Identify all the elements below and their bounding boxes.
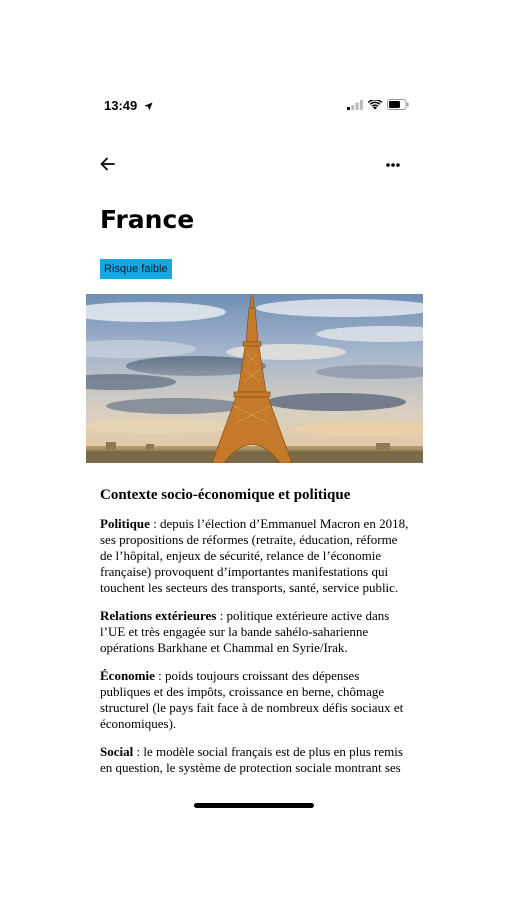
location-arrow-icon xyxy=(144,99,153,114)
battery-icon xyxy=(387,97,409,115)
cellular-signal-icon xyxy=(347,97,363,115)
risk-badge: Risque faible xyxy=(100,259,172,279)
more-horizontal-icon xyxy=(382,161,404,178)
section-title: Contexte socio-économique et politique xyxy=(100,487,351,503)
home-indicator[interactable] xyxy=(194,803,314,808)
hero-image xyxy=(86,294,423,463)
status-bar xyxy=(0,92,507,120)
nav-bar xyxy=(0,148,507,184)
more-options-button[interactable] xyxy=(382,156,404,174)
arrow-left-icon xyxy=(98,161,118,178)
content-area xyxy=(100,486,410,800)
paragraph-economie xyxy=(100,668,410,732)
paragraph-politique xyxy=(100,516,410,596)
paragraph-text: : le modèle social français est de plus en plus remis en question, le système de protection sociale montrant ses xyxy=(100,744,403,775)
page-title: France xyxy=(100,205,195,234)
paragraph-label: Politique xyxy=(100,516,150,531)
status-time xyxy=(104,98,153,114)
status-icons xyxy=(347,97,409,115)
paragraph-social xyxy=(100,744,410,776)
paragraph-label: Économie xyxy=(100,668,155,683)
paragraph-label: Social xyxy=(100,744,134,759)
paragraph-text: : politique extérieure active dans l’UE et très engagée sur la bande sahélo-saharienne opérations Barkhane et Chammal en Syrie/Irak. xyxy=(100,608,390,655)
paragraph-label: Relations extérieures xyxy=(100,608,217,623)
paragraph-text: : depuis l’élection d’Emmanuel Macron en 2018, ses propositions de réformes (retraite, éducation, réforme de l’hôpital, enjeux de sécurité, relance de l’économie française) provoquent d’importantes manifestations qui touchent les secteurs des transports, santé, service public. xyxy=(100,516,409,595)
paragraph-text: : poids toujours croissant des dépenses publiques et des impôts, croissance en berne, chômage structurel (le pays fait face à de nombreux défis sociaux et économiques). xyxy=(100,668,404,731)
wifi-icon xyxy=(368,97,382,115)
eiffel-tower-photo xyxy=(86,294,423,463)
status-time-text: 13:49 xyxy=(104,98,138,113)
paragraph-relations-exterieures xyxy=(100,608,410,656)
back-button[interactable] xyxy=(98,154,120,176)
